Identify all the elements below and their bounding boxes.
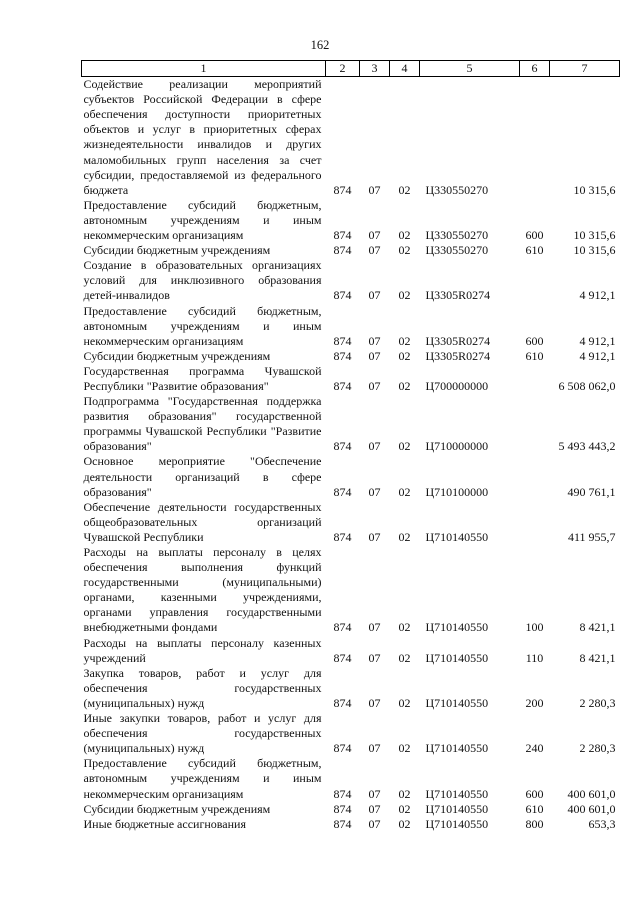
row-amount: 2 280,3 [579, 741, 616, 756]
row-expense-type: 610 [525, 348, 544, 363]
row-section-code: 07 [368, 228, 381, 243]
row-amount: 4 912,1 [579, 288, 616, 303]
row-subsection-code: 02 [398, 620, 411, 635]
table-row [82, 802, 620, 817]
table-row [82, 243, 620, 258]
row-section-code: 07 [368, 695, 381, 710]
row-target-article: Ц710100000 [425, 484, 489, 499]
page-number: 162 [310, 38, 330, 52]
table-row [82, 349, 620, 364]
row-ministry-code: 874 [333, 816, 352, 831]
row-ministry-code: 874 [333, 348, 352, 363]
row-section-code: 07 [368, 801, 381, 816]
table-row [82, 756, 620, 801]
row-target-article: Ц330550270 [425, 228, 489, 243]
row-amount: 10 315,6 [573, 228, 616, 243]
row-expense-type: 200 [525, 695, 544, 710]
row-target-article: Ц710140550 [425, 695, 489, 710]
row-subsection-code: 02 [398, 529, 411, 544]
row-ministry-code: 874 [333, 650, 352, 665]
row-expense-type [520, 454, 550, 499]
row-subsection-code: 02 [398, 378, 411, 393]
row-target-article: Ц3305R0274 [425, 348, 491, 363]
row-ministry-code: 874 [333, 801, 352, 816]
row-subsection-code: 02 [398, 333, 411, 348]
row-expense-type [520, 394, 550, 454]
row-target-article: Ц330550270 [425, 243, 489, 258]
row-ministry-code: 874 [333, 529, 352, 544]
row-target-article: Ц710140550 [425, 786, 489, 801]
table-row [82, 394, 620, 454]
row-expense-type: 600 [525, 786, 544, 801]
row-ministry-code: 874 [333, 695, 352, 710]
row-name: Обеспечение деятельности государственных общеобразовательных организаций Чувашской Республики [83, 499, 322, 544]
table-row [82, 711, 620, 756]
table-row [82, 817, 620, 832]
row-target-article: Ц710140550 [425, 620, 489, 635]
row-name: Основное мероприятие "Обеспечение деятельности организаций в сфере образования" [83, 454, 322, 499]
row-ministry-code: 874 [333, 378, 352, 393]
table-row [82, 454, 620, 499]
row-target-article: Ц710140550 [425, 650, 489, 665]
row-section-code: 07 [368, 243, 381, 258]
row-name: Субсидии бюджетным учреждениям [83, 348, 271, 363]
row-name: Государственная программа Чувашской Республики "Развитие образования" [83, 363, 322, 393]
table-row [82, 636, 620, 666]
row-subsection-code: 02 [398, 348, 411, 363]
row-amount: 490 761,1 [567, 484, 616, 499]
row-amount: 8 421,1 [579, 650, 616, 665]
row-section-code: 07 [368, 484, 381, 499]
row-expense-type: 110 [525, 650, 544, 665]
row-expense-type [520, 77, 550, 198]
row-subsection-code: 02 [398, 816, 411, 831]
table-row [82, 364, 620, 394]
row-section-code: 07 [368, 816, 381, 831]
row-name: Предоставление субсидий бюджетным, автономным учреждениям и иным некоммерческим организациям [83, 197, 322, 243]
row-subsection-code: 02 [398, 228, 411, 243]
row-name: Иные бюджетные ассигнования [83, 816, 246, 831]
row-name: Субсидии бюджетным учреждениям [83, 801, 271, 816]
budget-table [81, 60, 620, 832]
row-target-article: Ц710140550 [425, 801, 489, 816]
table-row [82, 500, 620, 545]
header-cell: 5 [420, 61, 520, 77]
row-target-article: Ц3305R0274 [425, 333, 491, 348]
row-section-code: 07 [368, 529, 381, 544]
row-amount: 10 315,6 [573, 182, 616, 197]
table-row [82, 304, 620, 349]
table-row [82, 545, 620, 636]
table-row [82, 77, 620, 198]
row-ministry-code: 874 [333, 484, 352, 499]
row-target-article: Ц710000000 [425, 439, 489, 454]
row-ministry-code: 874 [333, 333, 352, 348]
row-expense-type: 610 [525, 801, 544, 816]
table-row [82, 258, 620, 303]
header-cell: 7 [550, 61, 620, 77]
row-subsection-code: 02 [398, 182, 411, 197]
row-expense-type [520, 364, 550, 394]
row-amount: 411 955,7 [567, 529, 616, 544]
row-expense-type: 600 [525, 333, 544, 348]
row-amount: 6 508 062,0 [558, 378, 616, 393]
row-subsection-code: 02 [398, 650, 411, 665]
table-row [82, 666, 620, 711]
row-subsection-code: 02 [398, 801, 411, 816]
header-cell: 6 [520, 61, 550, 77]
row-name: Расходы на выплаты персоналу в целях обеспечения выполнения функций государственными (муниципальными) органами, казенными учреждениями, органами управления государственными внебюджетными фондами [83, 545, 322, 635]
row-expense-type: 600 [525, 228, 544, 243]
row-target-article: Ц700000000 [425, 378, 489, 393]
row-name: Закупка товаров, работ и услуг для обеспечения государственных (муниципальных) нужд [83, 665, 322, 710]
row-section-code: 07 [368, 650, 381, 665]
row-section-code: 07 [368, 741, 381, 756]
row-amount: 400 601,0 [567, 786, 616, 801]
header-cell: 4 [390, 61, 420, 77]
row-section-code: 07 [368, 333, 381, 348]
row-section-code: 07 [368, 288, 381, 303]
row-ministry-code: 874 [333, 620, 352, 635]
row-section-code: 07 [368, 348, 381, 363]
row-target-article: Ц3305R0274 [425, 288, 491, 303]
row-name: Создание в образовательных организациях условий для инклюзивного образования детей-инвалидов [83, 258, 322, 303]
row-name: Предоставление субсидий бюджетным, автономным учреждениям и иным некоммерческим организациям [83, 756, 322, 801]
header-cell: 1 [82, 61, 326, 77]
row-subsection-code: 02 [398, 786, 411, 801]
row-name: Расходы на выплаты персоналу казенных учреждений [83, 635, 322, 665]
row-amount: 4 912,1 [579, 333, 616, 348]
row-name: Субсидии бюджетным учреждениям [83, 243, 271, 258]
row-ministry-code: 874 [333, 439, 352, 454]
row-ministry-code: 874 [333, 228, 352, 243]
row-section-code: 07 [368, 378, 381, 393]
row-amount: 400 601,0 [567, 801, 616, 816]
row-target-article: Ц710140550 [425, 529, 489, 544]
row-subsection-code: 02 [398, 741, 411, 756]
row-ministry-code: 874 [333, 288, 352, 303]
row-ministry-code: 874 [333, 243, 352, 258]
row-name: Иные закупки товаров, работ и услуг для обеспечения государственных (муниципальных) нужд [83, 711, 322, 756]
header-cell: 3 [360, 61, 390, 77]
row-target-article: Ц710140550 [425, 816, 489, 831]
row-section-code: 07 [368, 439, 381, 454]
row-amount: 4 912,1 [579, 348, 616, 363]
row-target-article: Ц710140550 [425, 741, 489, 756]
table-header-row [82, 61, 620, 77]
table-row [82, 198, 620, 243]
row-ministry-code: 874 [333, 741, 352, 756]
row-expense-type: 610 [525, 243, 544, 258]
row-subsection-code: 02 [398, 439, 411, 454]
row-expense-type: 100 [525, 620, 544, 635]
row-name: Содействие реализации мероприятий субъектов Российской Федерации в сфере обеспечения доступности приоритетных объектов и услуг в приоритетных сферах жизнедеятельности инвалидов и других маломобильных групп населения за счет субсидии, предоставляемой из федерального бюджета [83, 77, 322, 197]
row-ministry-code: 874 [333, 786, 352, 801]
row-expense-type: 240 [525, 741, 544, 756]
row-name: Предоставление субсидий бюджетным, автономным учреждениям и иным некоммерческим организациям [83, 303, 322, 348]
row-subsection-code: 02 [398, 288, 411, 303]
row-amount: 8 421,1 [579, 620, 616, 635]
row-section-code: 07 [368, 786, 381, 801]
row-subsection-code: 02 [398, 695, 411, 710]
row-amount: 653,3 [588, 816, 616, 831]
row-subsection-code: 02 [398, 484, 411, 499]
row-section-code: 07 [368, 182, 381, 197]
row-subsection-code: 02 [398, 243, 411, 258]
row-expense-type: 800 [525, 816, 544, 831]
row-target-article: Ц330550270 [425, 182, 489, 197]
row-ministry-code: 874 [333, 182, 352, 197]
row-amount: 2 280,3 [579, 695, 616, 710]
header-cell: 2 [326, 61, 360, 77]
row-expense-type [520, 500, 550, 545]
row-section-code: 07 [368, 620, 381, 635]
row-name: Подпрограмма "Государственная поддержка развития образования" государственной программы Чувашской Республики "Развитие образования" [83, 394, 322, 454]
row-amount: 10 315,6 [573, 243, 616, 258]
row-expense-type [520, 258, 550, 303]
row-amount: 5 493 443,2 [558, 439, 616, 454]
